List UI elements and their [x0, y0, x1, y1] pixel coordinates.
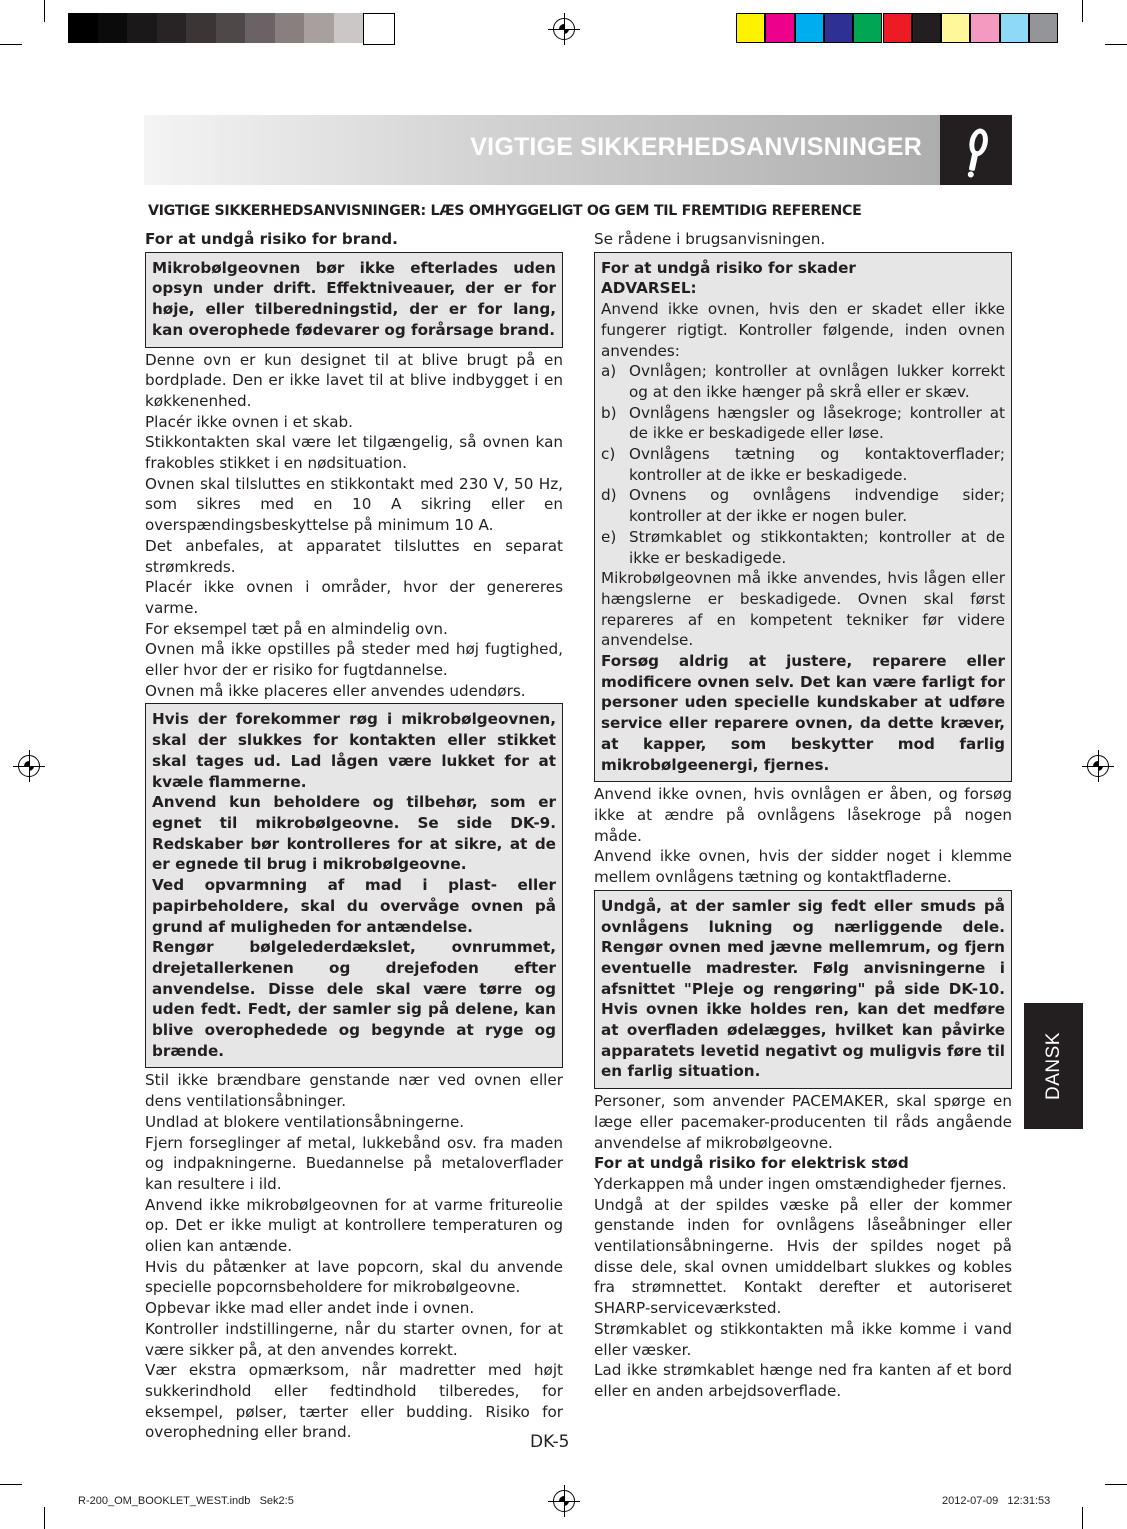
list-item: a) Ovnlågen; kontroller at ovnlågen lukker korrekt og at den ikke hænger på skrå eller er skæv. — [601, 362, 1005, 401]
color-swatch — [883, 13, 912, 43]
paragraph: Lad ikke strømkablet hænge ned fra kanten af et bord eller en anden arbejdsoverflade. — [594, 1361, 1012, 1400]
paragraph: Stikkontakten skal være let tilgængelig, så ovnen kan frakobles stikket i en nødsituation. — [145, 433, 563, 473]
warning-text: Ved opvarmning af mad i plast- eller papirbeholdere, skal du overvåge ovnen på grund af muligheden for antændelse. — [152, 876, 556, 936]
list-item: b) Ovnlågens hængsler og låsekroge; kontroller at de ikke er beskadigede eller løse. — [601, 403, 1005, 443]
warning-text: Forsøg aldrig at justere, reparere eller modificere ovnen selv. Det kan være farligt for personer uden specielle kundskaber at udføre service eller reparere ovnen, da dette kræver, at kapper, som beskytter mod farlig mikrobølgeenergi, fjernes. — [601, 652, 1005, 774]
color-swatch — [795, 13, 824, 43]
warning-text: Rengør bølgelederdækslet, ovnrummet, drejetallerkenen og drejefoden efter anvendelse. Disse dele skal være tørre og uden fedt. Fedt, der samler sig på delene, kan blive overophedede og begynde at ryge og brænde. — [152, 938, 556, 1060]
section-header — [144, 115, 1012, 185]
gray-swatch — [363, 13, 395, 45]
registration-mark-top-icon — [553, 18, 575, 40]
heading-electric-shock: For at undgå risiko for elektrisk stød — [594, 1154, 909, 1173]
right-column — [594, 229, 1012, 1402]
gray-swatch — [275, 13, 305, 43]
box-paragraph: Anvend ikke ovnen, hvis den er skadet eller ikke fungerer rigtigt. Kontroller følgende, inden ovnen anvendes: — [601, 300, 1005, 360]
language-tab — [1024, 1003, 1083, 1129]
color-swatch — [912, 13, 941, 43]
paragraph: Ovnen må ikke opstilles på steder med høj fugtighed, eller hvor der er risiko for fugtdannelse. — [145, 640, 563, 680]
page-number: DK-5 — [530, 1432, 570, 1452]
footer-file-info: R-200_OM_BOOKLET_WEST.indb Sek2:5 — [78, 1495, 294, 1507]
warning-box-cleaning — [594, 890, 1012, 1089]
box-heading: For at undgå risiko for skader — [601, 258, 856, 277]
paragraph: Fjern forseglinger af metal, lukkebånd osv. fra maden og indpakningerne. Buedannelse på metaloverflader kan resultere i ild. — [145, 1133, 563, 1193]
paragraph: Anvend ikke ovnen, hvis der sidder noget i klemme mellem ovnlågens tætning og kontaktfladerne. — [594, 847, 1012, 887]
registration-mark-left-icon — [18, 755, 40, 777]
color-swatch — [765, 13, 794, 43]
paragraph: Stil ikke brændbare genstande nær ved ovnen eller dens ventilationsåbninger. — [145, 1071, 563, 1111]
paragraph: Denne ovn er kun designet til at blive brugt på en bordplade. Den er ikke lavet til at blive indbygget i en køkkenenhed. — [145, 350, 563, 410]
registration-mark-bottom-icon — [553, 1490, 575, 1512]
paragraph: Placér ikke ovnen i et skab. — [145, 412, 353, 431]
gray-swatch — [127, 13, 157, 43]
warning-box-supervision — [145, 252, 563, 348]
gray-swatch — [157, 13, 187, 43]
warning-text: Undgå, at der samler sig fedt eller smuds på ovnlågens lukning og nærliggende dele. Rengør ovnen med jævne mellemrum, og fjern eventuelle madrester. Følg anvisningerne i afsnittet "Pleje og rengøring" på side DK-10. Hvis ovnen ikke holdes ren, kan det medføre at overfladen ødelægges, hvilket kan påvirke apparatets levetid negativt og muligvis føre til en farlig situation. — [601, 896, 1005, 1081]
color-swatch — [1029, 13, 1058, 43]
color-swatch — [941, 13, 970, 43]
gray-swatch — [98, 13, 128, 43]
paragraph: Anvend ikke mikrobølgeovnen for at varme fritureolie op. Det er ikke muligt at kontrollere temperaturen og olien kan antænde. — [145, 1195, 563, 1256]
paragraph: Opbevar ikke mad eller andet inde i ovnen. — [145, 1299, 475, 1318]
color-swatch — [824, 13, 853, 43]
color-swatch — [853, 13, 882, 43]
footer-timestamp: 2012-07-09 12:31:53 — [942, 1495, 1051, 1507]
paragraph: Undlad at blokere ventilationsåbningerne. — [145, 1112, 465, 1131]
paragraph: Undgå at der spildes væske på eller der kommer genstande inden for ovnlågens låseåbninger eller ventilationsåbningerne. Hvis der spildes noget på disse dele, skal ovnen umiddelbart slukkes og kobles fra strømnettet. Kontakt derefter et autoriseret SHARP-serviceværksted. — [594, 1195, 1012, 1318]
color-swatch — [736, 13, 765, 43]
document-subtitle: VIGTIGE SIKKERHEDSANVISNINGER: LÆS OMHYGGELIGT OG GEM TIL FREMTIDIG REFERENCE — [148, 203, 862, 219]
list-item: c) Ovnlågens tætning og kontaktoverflader; kontroller at de ikke er beskadigede. — [601, 445, 1005, 484]
gray-swatch — [186, 13, 216, 43]
gray-swatch — [68, 13, 98, 43]
paragraph: Se rådene i brugsanvisningen. — [594, 230, 826, 248]
color-swatch — [970, 13, 999, 43]
paragraph: Det anbefales, at apparatet tilsluttes en separat strømkreds. — [145, 536, 563, 576]
paragraph: Strømkablet og stikkontakten må ikke komme i vand eller væsker. — [594, 1319, 1012, 1359]
box-paragraph: Mikrobølgeovnen må ikke anvendes, hvis lågen eller hængslerne er beskadigede. Ovnen skal først repareres af en kompetent tekniker før videre anvendelse. — [601, 569, 1005, 650]
paragraph: Vær ekstra opmærksom, når madretter med højt sukkerindhold eller fedtindhold tilberedes, for eksempel, pølser, tærter eller budding. Risiko for overophedning eller brand. — [145, 1361, 563, 1442]
heading-fire-risk: For at undgå risiko for brand. — [145, 230, 398, 248]
gray-swatch — [245, 13, 275, 43]
list-item: e) Strømkablet og stikkontakten; kontroller at de ikke er beskadigede. — [601, 527, 1005, 567]
left-column — [145, 229, 563, 1443]
gray-swatch — [334, 13, 364, 43]
gray-swatch — [304, 13, 334, 43]
gray-swatch — [216, 13, 246, 43]
paragraph: Placér ikke ovnen i områder, hvor der genereres varme. — [145, 578, 563, 617]
paragraph: Hvis du påtænker at lave popcorn, skal du anvende specielle popcornsbeholdere for mikrobølgeovne. — [145, 1257, 563, 1297]
list-item: d) Ovnens og ovnlågens indvendige sider; kontroller at der ikke er nogen buler. — [601, 486, 1005, 526]
warning-box-injury — [594, 252, 1012, 783]
warning-text: Anvend kun beholdere og tilbehør, som er egnet til mikrobølgeovne. Se side DK-9. Redskaber bør kontrolleres for at sikre, at de er egnede til brug i mikrobølgeovne. — [152, 793, 556, 874]
warning-text: Mikrobølgeovnen bør ikke efterlades uden opsyn under drift. Effektniveauer, der er for høje, eller tilberedningstid, der er for lang, kan overophede fødevarer og forårsage brand. — [152, 258, 556, 339]
language-tab-label: DANSK — [1042, 1032, 1064, 1100]
paragraph: Ovnen skal tilsluttes en stikkontakt med 230 V, 50 Hz, som sikres med en 10 A sikring eller en overspændingsbeskyttelse på minimum 10 A. — [145, 474, 563, 535]
paragraph: Anvend ikke ovnen, hvis ovnlågen er åben, og forsøg ikke at ændre på ovnlågens låsekroge på nogen måde. — [594, 785, 1012, 845]
paragraph: For eksempel tæt på en almindelig ovn. — [145, 619, 448, 638]
registration-mark-right-icon — [1087, 755, 1109, 777]
color-swatch — [1000, 13, 1029, 43]
exclamation-icon — [940, 115, 1012, 185]
paragraph: Kontroller indstillingerne, når du starter ovnen, for at være sikker på, at den anvendes korrekt. — [145, 1319, 563, 1359]
warning-text: Hvis der forekommer røg i mikrobølgeovnen, skal der slukkes for kontakten eller stikket skal tages ud. Lad lågen være lukket for at kvæle flammerne. — [152, 710, 556, 791]
paragraph: Personer, som anvender PACEMAKER, skal spørge en læge eller pacemaker-producenten til råds angående anvendelse af mikrobølgeovne. — [594, 1092, 1012, 1152]
paragraph: Yderkappen må under ingen omstændigheder fjernes. — [594, 1174, 1007, 1193]
section-title: VIGTIGE SIKKERHEDSANVISNINGER — [470, 133, 922, 161]
warning-label: ADVARSEL: — [601, 279, 697, 298]
paragraph: Ovnen må ikke placeres eller anvendes udendørs. — [145, 681, 526, 700]
checklist — [601, 361, 1005, 568]
warning-box-smoke — [145, 703, 563, 1068]
